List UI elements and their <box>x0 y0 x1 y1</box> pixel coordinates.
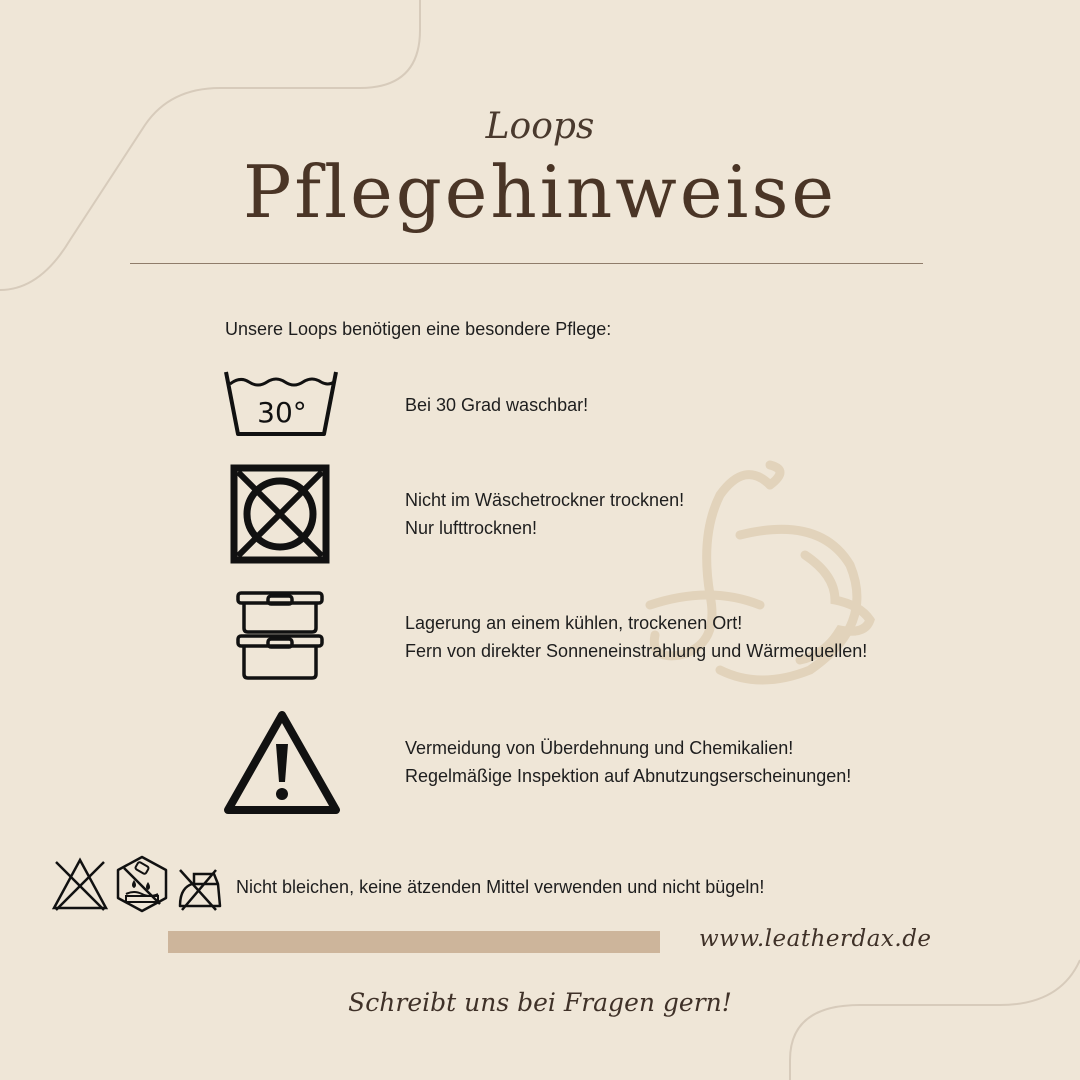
no-chemicals-icon <box>114 854 170 914</box>
no-tumble-dry-icon <box>230 464 330 564</box>
care-line: Vermeidung von Überdehnung und Chemikalien! <box>405 738 794 758</box>
warning-icon <box>222 708 342 816</box>
care-line: Fern von direkter Sonneneinstrahlung und Wärmequellen! <box>405 641 868 661</box>
no-bleach-icon <box>50 856 110 914</box>
page-subtitle: Loops <box>485 106 595 147</box>
website-link[interactable]: www.leatherdax.de <box>699 926 932 952</box>
wash-30-icon <box>222 370 340 438</box>
care-item-warning <box>405 734 851 790</box>
title-divider <box>130 263 923 264</box>
page-title: Pflegehinweise <box>242 150 838 234</box>
care-item-storage <box>405 609 867 665</box>
storage-boxes-icon <box>234 588 326 684</box>
care-line: Regelmäßige Inspektion auf Abnutzungserscheinungen! <box>405 766 852 786</box>
bottom-care-note: Nicht bleichen, keine ätzenden Mittel verwenden und nicht bügeln! <box>236 877 765 897</box>
intro-text: Unsere Loops benötigen eine besondere Pflege: <box>225 319 612 339</box>
wash-temperature-label: 30° <box>257 396 307 429</box>
footer-text: Schreibt uns bei Fragen gern! <box>348 988 732 1017</box>
care-line: Nur lufttrocknen! <box>405 518 538 538</box>
care-item-wash <box>405 391 588 419</box>
accent-bar <box>168 931 660 953</box>
no-iron-icon <box>176 864 224 914</box>
care-line: Lagerung an einem kühlen, trockenen Ort! <box>405 613 743 633</box>
care-line: Bei 30 Grad waschbar! <box>405 395 589 415</box>
care-line: Nicht im Wäschetrockner trocknen! <box>405 490 685 510</box>
care-item-drying <box>405 486 684 542</box>
